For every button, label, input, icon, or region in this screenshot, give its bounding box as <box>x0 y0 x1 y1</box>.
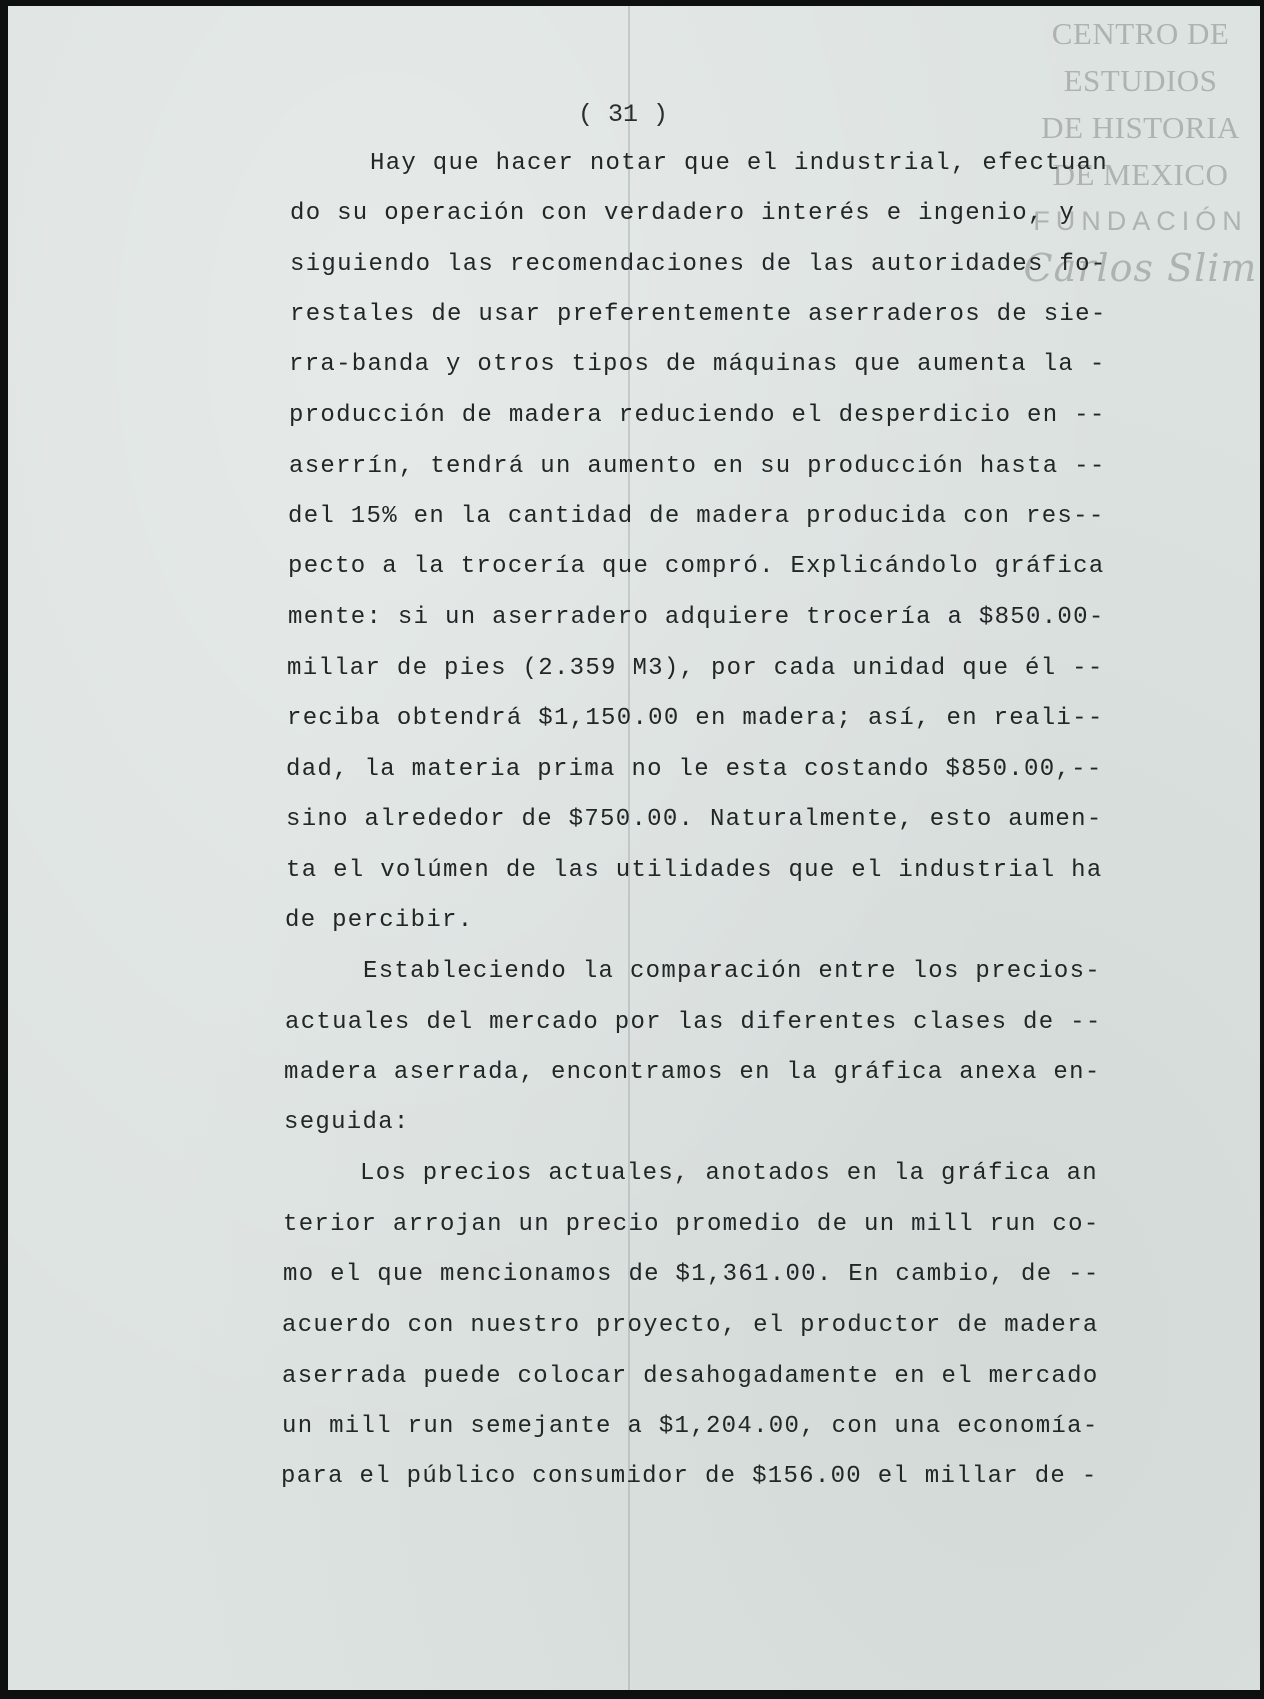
text-line-3: siguiendo las recomendaciones de las autoridades fo- <box>290 251 1107 278</box>
watermark-line-2: ESTUDIOS <box>1063 63 1218 98</box>
text-line-16: de percibir. <box>285 907 474 934</box>
text-line-12: reciba obtendrá $1,150.00 en madera; así, en reali-- <box>287 705 1104 732</box>
text-line-23: mo el que mencionamos de $1,361.00. En cambio, de -- <box>283 1261 1100 1288</box>
text-line-5: rra-banda y otros tipos de máquinas que aumenta la - <box>289 351 1106 378</box>
watermark-line-4: DE MEXICO <box>1052 157 1229 192</box>
text-line-19: madera aserrada, encontramos en la gráfica anexa en- <box>284 1059 1101 1086</box>
text-line-6: producción de madera reduciendo el desperdicio en -- <box>289 402 1106 429</box>
text-line-26: un mill run semejante a $1,204.00, con una economía- <box>282 1413 1099 1440</box>
text-line-9: pecto a la trocería que compró. Explicándolo gráfica <box>288 553 1105 580</box>
text-line-7: aserrín, tendrá un aumento en su producción hasta -- <box>289 453 1106 480</box>
text-line-21: Los precios actuales, anotados en la gráfica an <box>360 1160 1099 1187</box>
text-line-1: Hay que hacer notar que el industrial, efectuan <box>370 150 1109 177</box>
text-line-11: millar de pies (2.359 M3), por cada unidad que él -- <box>287 655 1104 682</box>
text-line-20: seguida: <box>284 1109 410 1136</box>
text-line-17: Estableciendo la comparación entre los precios- <box>363 958 1102 985</box>
document-page <box>8 6 1260 1690</box>
text-line-10: mente: si un aserradero adquiere trocería a $850.00- <box>288 604 1105 631</box>
text-line-13: dad, la materia prima no le esta costando $850.00,-- <box>286 756 1103 783</box>
text-line-25: aserrada puede colocar desahogadamente en el mercado <box>282 1363 1099 1390</box>
text-line-24: acuerdo con nuestro proyecto, el productor de madera <box>282 1312 1099 1339</box>
watermark-line-3: DE HISTORIA <box>1041 110 1240 145</box>
text-line-8: del 15% en la cantidad de madera producida con res-- <box>288 503 1105 530</box>
text-line-2: do su operación con verdadero interés e ingenio, y <box>290 200 1076 227</box>
text-line-15: ta el volúmen de las utilidades que el industrial ha <box>286 857 1103 884</box>
text-line-27: para el público consumidor de $156.00 el millar de - <box>281 1463 1098 1490</box>
watermark-signature: Carlos Slim <box>1023 246 1258 290</box>
text-line-4: restales de usar preferentemente aserraderos de sie- <box>290 301 1107 328</box>
text-line-14: sino alrededor de $750.00. Naturalmente, esto aumen- <box>286 806 1103 833</box>
page-number: ( 31 ) <box>578 100 669 129</box>
watermark-line-1: CENTRO DE <box>1051 16 1230 51</box>
text-line-22: terior arrojan un precio promedio de un mill run co- <box>283 1211 1100 1238</box>
text-line-18: actuales del mercado por las diferentes clases de -- <box>285 1009 1102 1036</box>
watermark-line-5: FUNDACIÓN <box>1033 206 1248 236</box>
